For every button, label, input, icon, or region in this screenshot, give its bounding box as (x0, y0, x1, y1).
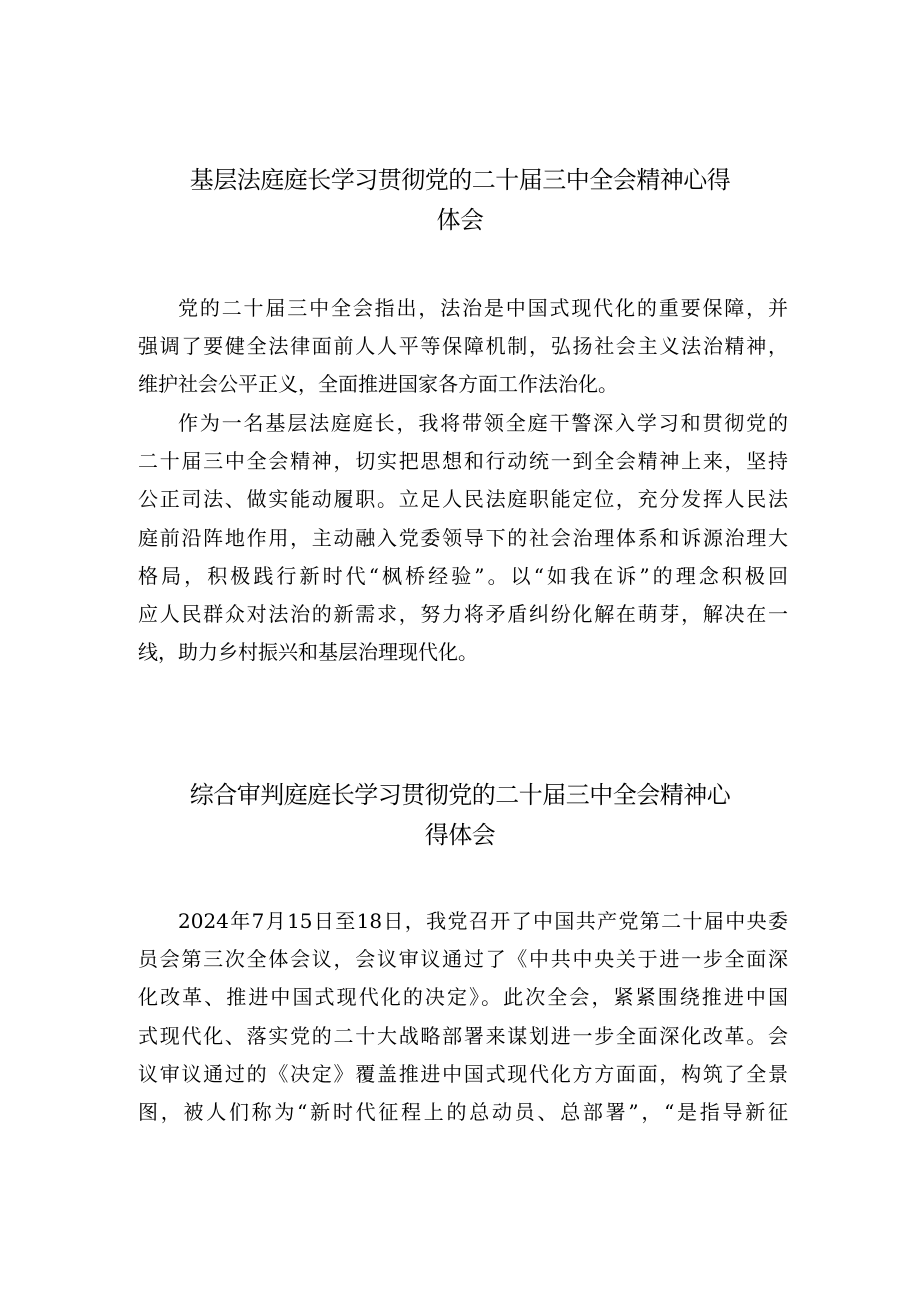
section2-title (0, 775, 920, 855)
paragraph-line: 式现代化、落实党的二十大战略部署来谋划进一步全面深化改革。会 (138, 1023, 788, 1048)
section1-title-line: 体会 (436, 206, 484, 234)
section1-paragraph-1 (138, 289, 788, 404)
section1-paragraph-2 (138, 404, 788, 671)
section2-title-line: 综合审判庭庭长学习贯彻党的二十届三中全会精神心 (189, 781, 731, 809)
paragraph-line: 格局，积极践行新时代“枫桥经验”。以“如我在诉”的理念积极回 (138, 563, 788, 588)
paragraph-line: 2024年7月15日至18日，我党召开了中国共产党第二十届中央委 (178, 909, 788, 933)
paragraph-line: 公正司法、做实能动履职。立足人民法庭职能定位，充分发挥人民法 (138, 487, 788, 512)
paragraph-line: 党的二十届三中全会指出，法治是中国式现代化的重要保障，并 (178, 296, 788, 320)
section1-title (0, 160, 920, 240)
paragraph-line: 线，助力乡村振兴和基层治理现代化。 (138, 640, 478, 665)
section1-title-line: 基层法庭庭长学习贯彻党的二十届三中全会精神心得 (189, 166, 731, 194)
paragraph-line: 图，被人们称为“新时代征程上的总动员、总部署”，“是指导新征 (138, 1099, 788, 1124)
paragraph-line: 议审议通过的《决定》覆盖推进中国式现代化方方面面，构筑了全景 (138, 1061, 788, 1086)
paragraph-line: 庭前沿阵地作用，主动融入党委领导下的社会治理体系和诉源治理大 (138, 525, 788, 550)
paragraph-line: 应人民群众对法治的新需求，努力将矛盾纠纷化解在萌芽，解决在一 (138, 601, 788, 626)
paragraph-line: 维护社会公平正义，全面推进国家各方面工作法治化。 (138, 372, 618, 397)
paragraph-line: 化改革、推进中国式现代化的决定》。此次全会，紧紧围绕推进中国 (138, 985, 788, 1010)
section2-title-line: 得体会 (424, 821, 496, 849)
paragraph-line: 作为一名基层法庭庭长，我将带领全庭干警深入学习和贯彻党的 (178, 411, 788, 435)
paragraph-line: 强调了要健全法律面前人人平等保障机制，弘扬社会主义法治精神， (138, 334, 788, 359)
paragraph-line: 二十届三中全会精神，切实把思想和行动统一到全会精神上来，坚持 (138, 449, 788, 474)
section2-paragraph-1 (138, 902, 788, 1131)
paragraph-line: 员会第三次全体会议，会议审议通过了《中共中央关于进一步全面深 (138, 947, 788, 972)
